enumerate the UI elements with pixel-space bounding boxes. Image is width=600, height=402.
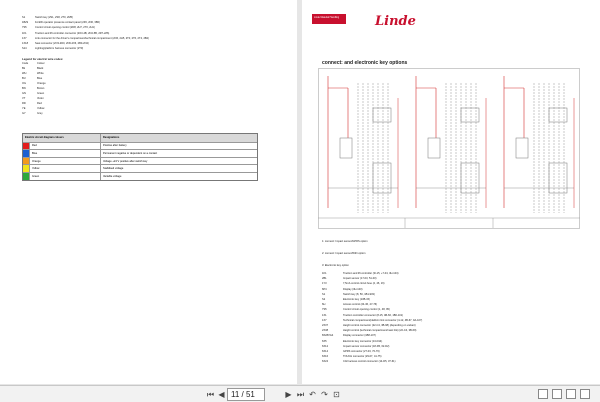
- wire-code: WH: [22, 72, 27, 75]
- component-code: 1X18: [22, 42, 29, 45]
- colour-swatch: [23, 165, 30, 172]
- component-desc: Electronic key (13B-15): [343, 298, 370, 301]
- continuous-icon[interactable]: [566, 389, 576, 399]
- wire-code-row: [22, 63, 45, 66]
- component-code: 7S5: [22, 26, 27, 30]
- wire-colour: Black: [37, 67, 44, 70]
- wire-code-row: [22, 73, 44, 76]
- component-box: [549, 163, 567, 193]
- colour-name: Green: [32, 174, 40, 178]
- component-row: [322, 278, 376, 281]
- wire-colour: Yellow: [37, 107, 45, 110]
- wire-code-row: [22, 83, 46, 86]
- component-desc: GPRS connector (27-03, 70-76): [343, 350, 380, 353]
- option-line: 3: Electronic key option: [322, 264, 349, 267]
- component-code: 2X38: [322, 329, 329, 333]
- component-code: S14: [22, 47, 27, 51]
- component-desc: Control circuit opening control (1, 48, 95): [343, 308, 390, 312]
- component-code: 2B1: [322, 277, 327, 281]
- component-row: [22, 22, 100, 25]
- designation-cell: Positive after battery: [103, 144, 127, 148]
- wire-code: GY: [22, 112, 26, 115]
- component-desc: Seat connector (2O3-2D0, 2N6-2X6, 2B3-2N4): [35, 42, 89, 45]
- colour-cell: [23, 165, 101, 172]
- wire-colour: Red: [37, 102, 42, 105]
- colour-swatch: [23, 150, 30, 157]
- colour-table-row: [23, 149, 257, 157]
- component-row: [322, 315, 403, 318]
- component-code: 1K1: [22, 31, 27, 35]
- component-code: 6X5: [322, 339, 327, 343]
- component-box: [461, 163, 479, 193]
- page-title: connect: and electronic key options: [322, 60, 408, 66]
- colour-table-row: [23, 157, 257, 165]
- next-page-icon[interactable]: ▶: [285, 390, 292, 399]
- wire-code: YE: [22, 107, 26, 110]
- colour-cell: [23, 143, 101, 150]
- wire-colour: Colour: [37, 62, 45, 65]
- wire-colour: Brown: [37, 87, 45, 90]
- forward-icon[interactable]: ↷: [321, 390, 328, 399]
- component-desc: Control circuit opening control (2D8, 2H7, 2T0, 2H1): [35, 26, 95, 30]
- component-code: S1: [322, 292, 326, 296]
- component-code: S1: [22, 16, 26, 19]
- first-page-icon[interactable]: ⏮: [206, 390, 215, 399]
- designation-cell: Permanent negative or dependent on a contact: [103, 151, 158, 155]
- component-code: 6X14: [322, 350, 329, 353]
- component-code: 1Y3: [322, 282, 327, 286]
- colour-table-row: [23, 142, 257, 150]
- two-page-icon[interactable]: [552, 389, 562, 399]
- component-desc: Height control (technical compartment/mast link) (22-C4, 3B-69): [343, 329, 417, 333]
- component-desc: Traction and lift controller connector (2O3-4B, 2N4-5B, 2R7-2Z6): [35, 31, 110, 35]
- component-desc: Impact sensor connector (18-D5, 62-D2): [343, 344, 390, 348]
- component-box: [516, 138, 528, 158]
- component-row: [322, 361, 395, 364]
- wire-code-row: [22, 113, 43, 116]
- colour-header-cell: Electric circuit diagram colours: [23, 134, 101, 142]
- component-desc: Traction and lift controller (3I-15, +7-04, 3H-104): [343, 272, 399, 275]
- wire-code: GN: [22, 92, 26, 95]
- component-row: [322, 335, 376, 338]
- component-box: [549, 108, 567, 122]
- designation-cell: Stabilised voltage: [103, 167, 124, 171]
- component-row: [322, 320, 422, 323]
- option-line: 2: connect: Impact sensor/WiFi option: [322, 252, 366, 255]
- colour-swatch: [23, 158, 30, 165]
- component-code: 7S5: [322, 308, 327, 312]
- colour-name: Orange: [32, 159, 41, 163]
- component-code: 1K1: [322, 272, 327, 275]
- component-desc: Display connector (1B8-107): [343, 334, 376, 338]
- wire-code-row: [22, 78, 42, 81]
- component-row: [322, 341, 382, 344]
- component-code: 6P4: [322, 287, 327, 291]
- back-icon[interactable]: ↶: [309, 390, 316, 399]
- wire-colour: Orange: [37, 82, 46, 85]
- component-box: [428, 138, 440, 158]
- component-desc: Switch key (8, 50, 1B1-903): [343, 292, 375, 296]
- component-desc: Display (3H-103): [343, 287, 363, 291]
- component-row: [322, 351, 380, 354]
- component-row: [322, 309, 390, 312]
- page-number-input[interactable]: 11 / 51: [227, 388, 265, 401]
- component-row: [322, 294, 375, 297]
- legend-title: Legend for electric wire codes:: [22, 57, 64, 61]
- colour-cell: [23, 150, 101, 157]
- component-desc: Lighting/platform harness connector (2T0): [35, 47, 84, 51]
- component-row: [322, 304, 377, 307]
- colour-swatch: [23, 173, 30, 180]
- colour-table-header: [23, 134, 257, 142]
- component-row: [322, 346, 389, 349]
- component-desc: TOUCH connector (29-07, 41-75): [343, 355, 382, 359]
- single-page-icon[interactable]: [538, 389, 548, 399]
- component-desc: Link connector for the driver's compartment/technical compartment (2O6, 2H5, 2T0, 2T6, 2T4, 2B2): [35, 36, 149, 40]
- component-row: [22, 33, 109, 36]
- designation-cell: Variable voltage: [103, 174, 122, 178]
- grid-view-icon[interactable]: [580, 389, 590, 399]
- wire-code-row: [22, 68, 43, 71]
- wire-colour: Violet: [37, 97, 44, 100]
- colour-cell: [23, 158, 101, 165]
- wire-code: Code: [22, 62, 29, 65]
- component-code: 1X1: [322, 313, 327, 317]
- wire-code: BN: [22, 87, 26, 90]
- component-code: 2X37: [322, 324, 329, 327]
- colour-table-row: [23, 164, 257, 172]
- linde-mh-logo: [312, 14, 346, 24]
- component-code: 8X28VG4: [322, 334, 334, 338]
- wire-code-row: [22, 88, 44, 91]
- component-desc: 7,5mA control circuit fuse (4, 46, 16): [343, 282, 385, 286]
- component-code: 1X7: [22, 36, 27, 40]
- component-desc: Technical compartment/platform link connector (4-12, 4B-67, 9A-107): [343, 318, 423, 322]
- wire-code-row: [22, 93, 44, 96]
- component-box: [340, 138, 352, 158]
- component-desc: Traction controller connector (8-15, 4B-66, 1B0-101): [343, 313, 404, 317]
- wire-code-row: [22, 98, 43, 101]
- component-desc: Electronic key connector (13-D14): [343, 339, 383, 343]
- component-desc: Height control connector (22-C4, 3B-68) (depending on variant): [343, 324, 416, 327]
- component-row: [322, 299, 370, 302]
- component-row: [322, 330, 416, 333]
- colour-name: Red: [32, 144, 37, 148]
- wire-colour: Grey: [37, 112, 43, 115]
- component-row: [22, 48, 83, 51]
- wire-colour: White: [37, 72, 44, 75]
- component-code: 6X16: [322, 355, 329, 359]
- component-box: [373, 108, 391, 122]
- component-row: [22, 43, 89, 46]
- fit-icon[interactable]: ⊡: [333, 390, 340, 399]
- component-box: [373, 163, 391, 193]
- component-row: [322, 283, 385, 286]
- wire-code-row: [22, 103, 42, 106]
- schematic-frame: [319, 69, 580, 229]
- wire-code: Bk: [22, 67, 26, 70]
- last-page-icon[interactable]: ⏭: [296, 390, 305, 399]
- component-desc: Access control (24-36, 4Y-76): [343, 303, 378, 307]
- wire-code: BU: [22, 77, 26, 80]
- component-row: [322, 325, 416, 328]
- component-desc: Switch key (2S1, 2S8, 2T0, 2M5): [35, 16, 73, 19]
- wire-colour: Blue: [37, 77, 43, 80]
- component-desc: Impact sensor (17-03, 51-03): [343, 277, 377, 281]
- wire-code-row: [22, 108, 44, 111]
- colour-swatch: [23, 143, 30, 150]
- left-page: [0, 0, 297, 384]
- option-line: 1: connect: Impact sensor/GPRS option: [322, 240, 368, 243]
- wire-code: OG: [22, 82, 27, 85]
- component-code: 6X24: [322, 360, 329, 364]
- colour-table-row: [23, 172, 257, 180]
- colour-name: Yellow: [32, 167, 40, 171]
- viewer-toolbar: [0, 385, 600, 402]
- wiring-schematic: [318, 68, 580, 236]
- component-code: 6H: [322, 303, 326, 307]
- component-box: [461, 108, 479, 122]
- linde-mh-logo-text: Linde Material Handling: [314, 16, 340, 19]
- linde-logo: Linde: [375, 14, 416, 29]
- designation-cell: Voltage +24 V positive after switch key: [103, 159, 148, 163]
- component-code: 1X7: [322, 318, 327, 322]
- component-row: [322, 273, 398, 276]
- colour-table: [22, 133, 258, 181]
- prev-page-icon[interactable]: ◀: [218, 390, 225, 399]
- component-row: [322, 289, 362, 292]
- colour-cell: [23, 173, 101, 180]
- component-code: 1B29: [22, 21, 29, 25]
- component-code: 6X12: [322, 344, 329, 348]
- component-code: S2: [322, 298, 326, 301]
- component-desc: CAN access control connector (14-D5, 37-61): [343, 360, 396, 364]
- wire-code: RD: [22, 102, 26, 105]
- component-row: [322, 356, 381, 359]
- designation-header-cell: Designations: [103, 136, 120, 140]
- component-row: [22, 17, 73, 20]
- wire-code: VT: [22, 97, 26, 100]
- component-desc: Forklift operator presence contact panel (2Z6, 2N6, 3B0): [35, 21, 100, 25]
- component-row: [22, 38, 149, 41]
- colour-name: Blue: [32, 151, 38, 155]
- wire-colour: Green: [37, 92, 45, 95]
- component-row: [22, 27, 95, 30]
